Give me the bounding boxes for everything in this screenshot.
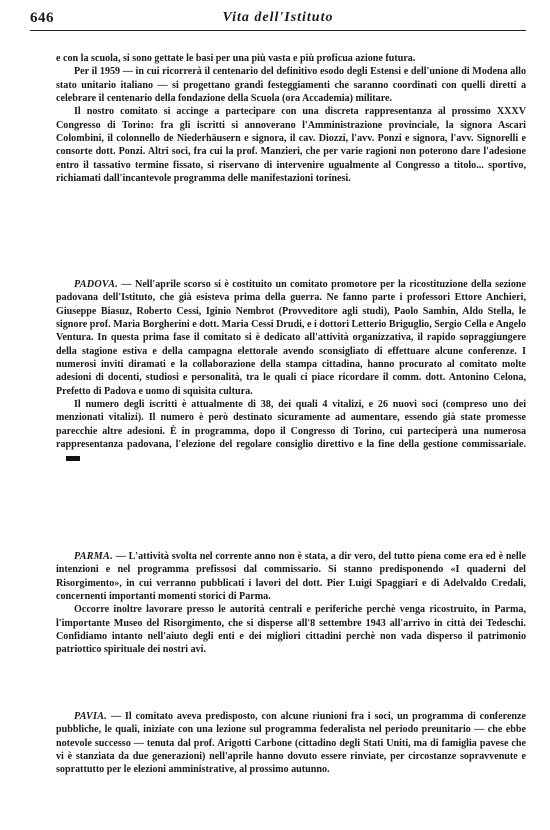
page-header xyxy=(30,8,526,31)
paragraph: Per il 1959 — in cui ricorrerà il centenario del definitivo esodo degli Estensi e dell'unione di Modena allo stato unitario italiano — si progettano grandi festeggiamenti che saranno coordinati con quelli diretti a celebrare il centenario della fondazione della Scuola (ora Accademia) militare. xyxy=(56,66,526,105)
section-heading: PARMA. xyxy=(74,551,113,562)
paragraph xyxy=(56,710,526,777)
paragraph xyxy=(56,550,526,603)
paragraph-text: — L'attività svolta nel corrente anno non è stata, a dir vero, del tutto piena come era ed è nelle intenzioni e nel programma prefissosi dal commissario. Si stanno predisponendo «I quaderni del Risorgimento», in cui verranno pubblicati i lavori del dott. Pier Luigi Spaggiari e di Adelvaldo Credali, concernenti importanti momenti storici di Parma. xyxy=(56,551,526,603)
running-title: Vita dell'Istituto xyxy=(222,10,334,25)
ink-mark xyxy=(66,456,80,461)
section-heading: PADOVA. xyxy=(74,279,119,290)
section-modena xyxy=(56,52,526,185)
paragraph: Occorre inoltre lavorare presso le autorità centrali e periferiche perchè venga ricostruito, in Parma, l'importante Museo del Risorgimento, che si disperse all'8 settembre 1943 all'arrivo in città dei Tedeschi. Confidiamo intanto nell'aiuto degli enti e dei migliori cittadini perchè non vada disperso il patrimonio patriottico spirituale dei nostri avi. xyxy=(56,604,526,656)
section-heading: PAVIA. xyxy=(74,711,108,722)
section-padova xyxy=(56,278,526,465)
paragraph-text: — Nell'aprile scorso si è costituito un comitato promotore per la ricostituzione della sezione padovana dell'Istituto, che già esisteva prima della guerra. Ne fanno parte i professori Ettore Anchieri, Giuseppe Biasuz, Roberto Cessi, Iginio Nembrot (Provveditore agli studi), Paolo Sambin, Aldo Stella, le signore prof. Maria Borgherini e dott. Maria Cessi Drudi, e i dottori Letterio Briguglio, Sergio Cella e Angelo Ventura. In questa prima fase il comitato si è dedicato all'attività organizzativa, il rapido sopraggiungere della stagione estiva e della campagna elettorale avendo sconsigliato di effettuare alcune conferenze. I numerosi inviti diramati e la collaborazione della stampa cittadina, hanno procurato al comitato molte adesioni di docenti, studiosi e personalità, tra le quali ci piace ricordare il comm. dott. Antonino Celona, Prefetto di Padova e uomo di squisita cultura. xyxy=(56,279,526,397)
paragraph: e con la scuola, si sono gettate le basi per una più vasta e più proficua azione futura. xyxy=(56,53,416,64)
paragraph-text: — Il comitato aveva predisposto, con alcune riunioni fra i soci, un programma di conferenze pubbliche, le quali, iniziate con una lezione sul programma federalista nel periodo preunitario — che ebbe notevole successo — tenuta dal prof. Arigotti Carbone (cittadino degli Stati Uniti, ma di famiglia pavese che vi è stanziata da due generazioni) nell'aprile hanno dovuto essere rinviate, per circostanze sopravvenute e soprattutto per le elezioni amministrative, al prossimo autunno. xyxy=(56,711,526,776)
paragraph: Il nostro comitato si accinge a partecipare con una discreta rappresentanza al prossimo XXXV Congresso di Torino: fra gli iscritti si annoverano l'Amministrazione provinciale, la signora Ascari Colombini, il colonnello de Niederhäusern e signora, il cav. Diozzi, l'avv. Ponzi e signora, l'avv. Signorelli e consorte dott. Ponzi. Altri soci, fra cui la prof. Manzieri, che per varie ragioni non poterono dare l'adesione entro il tassativo termine fissato, si riservano di intervenire ugualmente al Congresso a titolo... sportivo, richiamati dall'incantevole programma delle manifestazioni torinesi. xyxy=(56,106,526,185)
page-number: 646 xyxy=(30,10,54,26)
section-parma xyxy=(56,550,526,657)
paragraph-text: Il numero degli iscritti è attualmente di 38, dei quali 4 vitalizi, e 26 nuovi soci (compreso uno dei menzionati vitalizi). Il numero è però destinato sicuramente ad aumentare, essendo già state promesse parecchie altre adesioni. È in programma, dopo il Congresso di Torino, cui parteciperà una numerosa rappresentanza padovana, l'elezione del regolare consiglio direttivo e la fine della gestione commissariale. xyxy=(56,399,526,451)
section-pavia xyxy=(56,710,526,777)
paragraph xyxy=(56,278,526,398)
paragraph xyxy=(56,398,526,465)
